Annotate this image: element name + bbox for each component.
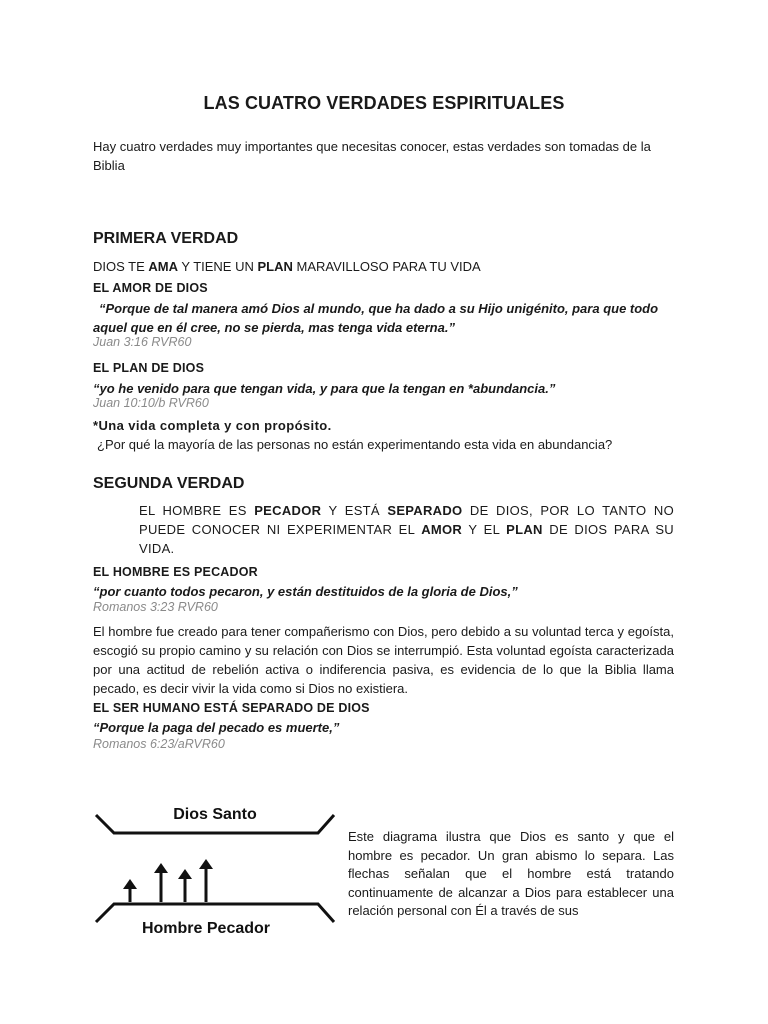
arrow-up-icon xyxy=(123,879,137,902)
abundancia-question: ¿Por qué la mayoría de las personas no están experimentando esta vida en abundancia? xyxy=(97,437,613,452)
hombre-pecador-label: Hombre Pecador xyxy=(141,920,271,937)
amor-de-dios-heading: EL AMOR DE DIOS xyxy=(93,281,208,295)
pecador-reference: Romanos 3:23 RVR60 xyxy=(93,600,218,614)
arrow-up-icon xyxy=(178,869,192,902)
statement-text: Y EL xyxy=(462,522,507,537)
separado-verse: “Porque la paga del pecado es muerte,” xyxy=(93,720,340,735)
arrow-up-icon xyxy=(199,859,213,902)
statement-text: Y TIENE UN xyxy=(178,259,258,274)
statement-text: DE DIOS PARA SU VIDA. xyxy=(139,522,674,556)
dios-santo-label: Dios Santo xyxy=(173,806,257,823)
statement-text: EL HOMBRE ES xyxy=(139,503,255,518)
statement-text: MARAVILLOSO PARA TU VIDA xyxy=(292,259,481,274)
statement-bold-plan: PLAN xyxy=(506,522,543,537)
plan-verse: “yo he venido para que tengan vida, y para que la tengan en *abundancia.” xyxy=(93,381,556,396)
statement-bold-plan: PLAN xyxy=(257,259,293,274)
statement-bold-amor: AMOR xyxy=(421,522,463,537)
pecado-explanation: El hombre fue creado para tener compañerismo con Dios, pero debido a su voluntad terca y egoísta, escogió su propio camino y su relación con Dios se interrumpió. Esta voluntad egoísta caracterizada por una actitud de rebelión activa o indiferencia pasiva, es evidencia de lo que la Biblia llama pecado, es decir vivir la vida como si Dios no existiera. xyxy=(93,624,674,696)
separado-reference: Romanos 6:23/aRVR60 xyxy=(93,737,225,751)
statement-bold-pecador: PECADOR xyxy=(254,503,322,518)
segunda-verdad-statement xyxy=(139,501,674,558)
page-title: LAS CUATRO VERDADES ESPIRITUALES xyxy=(203,93,565,113)
amor-reference: Juan 3:16 RVR60 xyxy=(93,335,192,349)
primera-verdad-statement xyxy=(93,257,481,276)
segunda-verdad-heading: SEGUNDA VERDAD xyxy=(93,475,245,492)
plan-de-dios-heading: EL PLAN DE DIOS xyxy=(93,361,205,375)
separado-de-dios-heading: EL SER HUMANO ESTÁ SEPARADO DE DIOS xyxy=(93,701,370,715)
statement-text: Y ESTÁ xyxy=(321,503,388,518)
hombre-pecador-heading: EL HOMBRE ES PECADOR xyxy=(93,565,258,579)
amor-verse: “Porque de tal manera amó Dios al mundo, que ha dado a su Hijo unigénito, para que todo aquel que en él cree, no se pierda, mas tenga vida eterna.” xyxy=(93,301,659,335)
pecador-verse: “por cuanto todos pecaron, y están destituidos de la gloria de Dios,” xyxy=(93,584,518,599)
primera-verdad-heading: PRIMERA VERDAD xyxy=(93,230,239,247)
statement-text: DE DIOS, POR LO TANTO NO PUEDE CONOCER NI EXPERIMENTAR EL xyxy=(139,503,674,537)
plan-reference: Juan 10:10/b RVR60 xyxy=(93,396,209,410)
statement-bold-ama: AMA xyxy=(148,259,178,274)
separation-diagram xyxy=(90,795,340,945)
diagram-caption: Este diagrama ilustra que Dios es santo y que el hombre es pecador. Un gran abismo lo separa. Las flechas señalan que el hombre está tratando continuamente de alcanzar a Dios para establecer una relación personal con Él a través de sus xyxy=(348,829,674,918)
statement-text: DIOS TE xyxy=(93,259,149,274)
statement-bold-separado: SEPARADO xyxy=(387,503,463,518)
vida-completa-note: *Una vida completa y con propósito. xyxy=(93,418,332,433)
intro-paragraph: Hay cuatro verdades muy importantes que necesitas conocer, estas verdades son tomadas de la Biblia xyxy=(93,139,651,173)
arrow-up-icon xyxy=(154,863,168,902)
